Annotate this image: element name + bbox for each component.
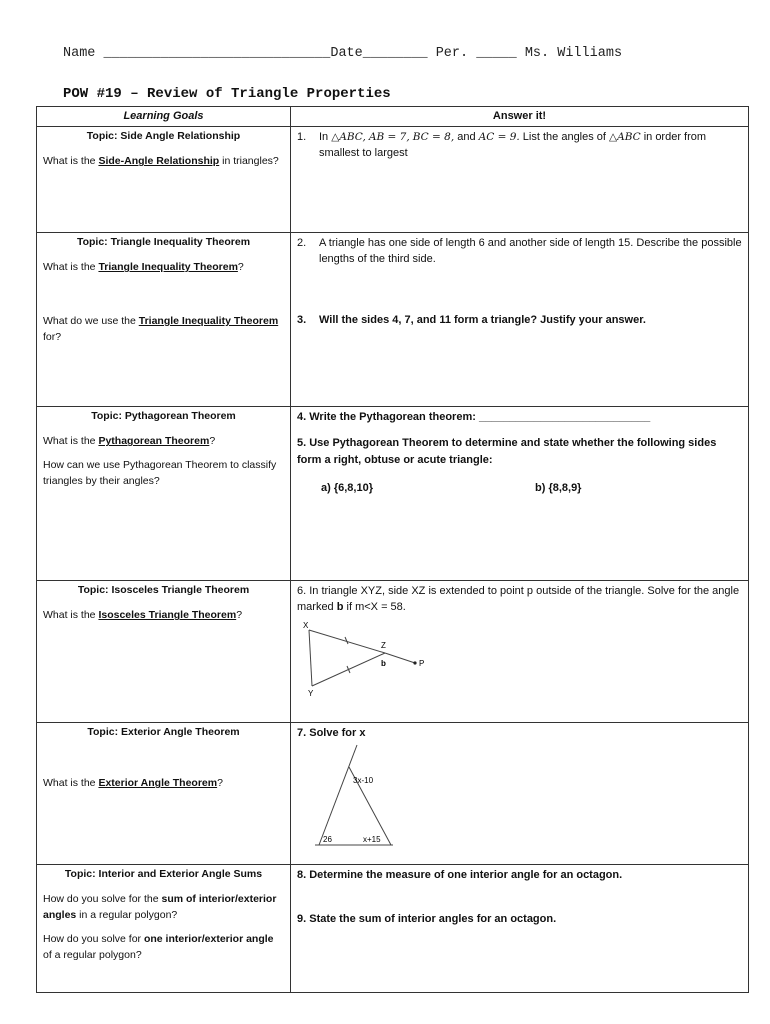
- goal-question: [43, 434, 284, 450]
- question-8: 8. Determine the measure of one interior angle for an octagon.: [297, 868, 623, 881]
- question-2: [297, 235, 742, 268]
- table-row: [37, 864, 749, 992]
- learning-goal-cell: [37, 126, 291, 232]
- question-text: What is the: [43, 261, 99, 274]
- question-text: ?: [236, 609, 243, 622]
- name-label: Name: [63, 46, 96, 61]
- learning-goal-cell: [37, 406, 291, 580]
- per-blank[interactable]: _____: [476, 46, 517, 61]
- question-text: and: [454, 130, 479, 143]
- question-text: What is the: [43, 609, 99, 622]
- question-text: What is the: [43, 155, 99, 168]
- angle-top-label: 3x-10: [353, 776, 374, 785]
- question-text: in a regular polygon?: [76, 909, 178, 921]
- question-term: Triangle Inequality Theorem: [138, 315, 279, 327]
- review-table: [36, 106, 749, 993]
- question-term: Side-Angle Relationship: [98, 155, 220, 168]
- table-row: [37, 406, 749, 580]
- question-1-text: [319, 129, 742, 162]
- teacher-name: Ms. Williams: [524, 46, 623, 61]
- point-p-label: P: [419, 658, 425, 668]
- question-text: How do you solve for: [43, 932, 144, 945]
- goal-question: [43, 608, 284, 624]
- question-2-text: A triangle has one side of length 6 and another side of length 15. Describe the possible lengths of the third side.: [319, 236, 742, 265]
- question-4: 4. Write the Pythagorean theorem: ____________________________: [297, 410, 651, 423]
- math-expression: AB = 7,: [368, 130, 410, 143]
- math-expression: △ABC,: [331, 130, 366, 143]
- question-6: [297, 583, 742, 616]
- question-text: b: [336, 601, 344, 613]
- table-row: [37, 126, 749, 232]
- question-text: What is the: [43, 435, 99, 448]
- question-5-parts: [297, 480, 742, 497]
- question-7: 7. Solve for x: [297, 726, 366, 739]
- question-text: List the angles of: [519, 130, 610, 143]
- question-text: What is the: [43, 777, 99, 790]
- question-text: ?: [237, 261, 244, 274]
- topic-label: Topic: Isosceles Triangle Theorem: [77, 583, 250, 596]
- question-text: How do you solve for the: [43, 893, 162, 906]
- goal-question: [43, 314, 284, 346]
- question-text: of a regular polygon?: [43, 948, 142, 961]
- goal-question: [43, 932, 284, 964]
- math-expression: BC = 8,: [412, 130, 455, 143]
- question-1: [297, 129, 742, 162]
- question-term: Triangle Inequality Theorem: [98, 261, 238, 274]
- angle-right-label: x+15: [363, 835, 381, 844]
- topic-label: Topic: Interior and Exterior Angle Sums: [64, 867, 263, 880]
- question-term: one interior/exterior angle: [143, 932, 274, 945]
- question-text: ?: [217, 777, 223, 790]
- topic-label: Topic: Side Angle Relationship: [86, 129, 241, 142]
- question-9: 9. State the sum of interior angles for an octagon.: [297, 913, 557, 925]
- learning-goal-cell: [37, 232, 291, 406]
- date-blank[interactable]: ________: [362, 46, 428, 61]
- table-row: [37, 580, 749, 722]
- learning-goals-header: Learning Goals: [37, 107, 291, 127]
- question-text: in triangles?: [219, 155, 279, 168]
- vertex-y-label: Y: [308, 688, 314, 698]
- learning-goal-cell: [37, 580, 291, 722]
- date-label: Date: [330, 46, 363, 61]
- answer-header: Answer it!: [291, 107, 749, 127]
- name-blank[interactable]: ____________________________: [103, 46, 331, 61]
- table-row: [37, 722, 749, 864]
- goal-question: How can we use Pythagorean Theorem to classify triangles by their angles?: [43, 459, 277, 487]
- angle-b-label: b: [381, 658, 386, 668]
- question-text: ?: [209, 435, 216, 448]
- goal-question: [43, 260, 284, 276]
- header-line: [63, 46, 622, 61]
- question-text: 6. In triangle XYZ, side XZ is extended to point p outside of the triangle. Solve for the angle marked: [297, 584, 740, 613]
- question-3: [297, 312, 742, 329]
- goal-question: [43, 154, 284, 170]
- question-term: Isosceles Triangle Theorem: [98, 609, 237, 622]
- question-term: Exterior Angle Theorem: [98, 777, 218, 790]
- exterior-angle-figure: [297, 741, 447, 853]
- per-label: Per.: [435, 46, 469, 61]
- goal-question: [43, 776, 284, 792]
- math-expression: AC = 9.: [478, 130, 520, 143]
- question-text: for?: [43, 330, 62, 343]
- math-expression: △ABC: [609, 130, 641, 143]
- document-title: POW #19 – Review of Triangle Properties: [63, 86, 391, 102]
- topic-label: Topic: Exterior Angle Theorem: [87, 725, 240, 738]
- table-row: [37, 232, 749, 406]
- learning-goal-cell: [37, 864, 291, 992]
- angle-left-label: 26: [323, 835, 332, 844]
- answer-cell[interactable]: [291, 580, 749, 722]
- part-b: b) {8,8,9}: [535, 482, 582, 494]
- answer-cell[interactable]: [291, 126, 749, 232]
- question-number: 2.: [297, 236, 307, 249]
- question-5: 5. Use Pythagorean Theorem to determine and state whether the following sides form a right, obtuse or acute triangle:: [297, 437, 717, 466]
- answer-cell[interactable]: [291, 722, 749, 864]
- table-header-row: [37, 107, 749, 127]
- answer-cell[interactable]: [291, 406, 749, 580]
- answer-cell[interactable]: [291, 864, 749, 992]
- question-3-text: Will the sides 4, 7, and 11 form a triangle? Justify your answer.: [319, 313, 646, 326]
- question-text: if m<X = 58.: [343, 601, 406, 613]
- question-number: 1.: [297, 130, 307, 143]
- question-text: in order from smallest to largest: [319, 130, 707, 160]
- isosceles-triangle-figure: [297, 620, 447, 700]
- learning-goal-cell: [37, 722, 291, 864]
- answer-cell[interactable]: [291, 232, 749, 406]
- vertex-x-label: X: [303, 620, 309, 630]
- vertex-z-label: Z: [381, 640, 386, 650]
- question-text: What do we use the: [43, 315, 139, 327]
- topic-label: Topic: Triangle Inequality Theorem: [76, 235, 251, 248]
- question-number: 3.: [297, 313, 307, 326]
- part-a: a) {6,8,10}: [321, 482, 373, 494]
- question-term: Pythagorean Theorem: [98, 435, 210, 448]
- question-term: sum of interior/exterior angles: [43, 893, 277, 921]
- goal-question: [43, 892, 284, 924]
- question-text: In: [319, 130, 332, 143]
- topic-label: Topic: Pythagorean Theorem: [91, 409, 236, 422]
